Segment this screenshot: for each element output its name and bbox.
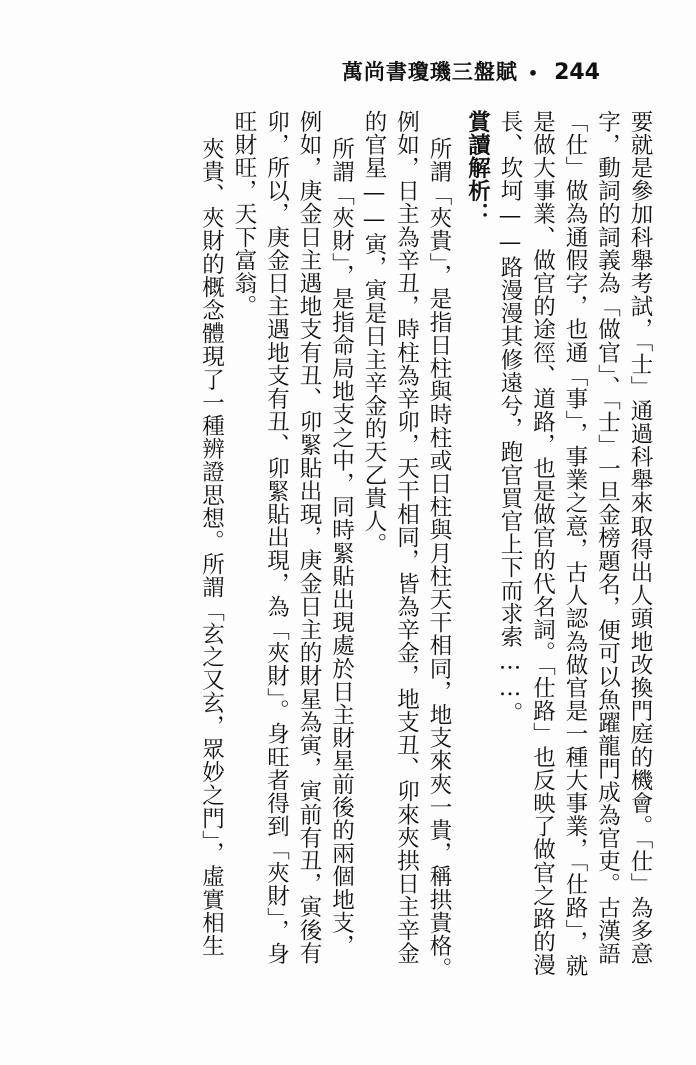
analysis-line: 旺財旺，天下富翁。 [231,110,257,318]
analysis-line: 所謂「夾貴」，是指日柱與時柱或日柱與月柱天干相同，地支來夾一貴，稱拱貴格。 [426,137,452,981]
header-bullet: • [527,64,539,83]
analysis-line: 所謂「夾財」，是指命局地支之中，同時緊貼出現處於日主財星前後的兩個地支， [328,137,355,958]
body-line: 是做大事業、做官的途徑、道路，也是做官的代名詞。「仕路」也反映了做官之路的漫 [529,110,556,977]
analysis-line: 的官星——寅，寅是日主辛金的天乙貴人。 [361,110,387,556]
section-heading: 賞讀解析： [464,110,491,226]
book-title: 萬尚書瓊璣三盤賦 [341,60,518,84]
analysis-line: 夾貴、夾財的概念體現了一種辨證思想。所謂「玄之又玄，眾妙之門」，虛實相生 [198,137,225,958]
vertical-text-body [96,110,656,990]
body-line: 長、坎坷——路漫漫其修遠兮，跑官買官上下而求索……。 [497,110,523,725]
analysis-line: 例如，庚金日主遇地支有丑、卯緊貼出現，庚金日主的財星為寅，寅前有丑，寅後有 [296,110,322,965]
analysis-line: 卯，所以，庚金日主遇地支有丑、卯緊貼出現，為「夾財」。身旺者得到「夾財」，身 [263,110,290,966]
body-line: 要就是參加科舉考試，「士」通過科舉來取得出人頭地改換門庭的機會。「仕」為多意 [627,110,653,966]
analysis-line: 例如，日主為辛丑，時柱為辛卯，天干相同，皆為辛金，地支丑、卯來夾拱日主辛金 [393,110,420,965]
page-number: 244 [554,60,600,85]
body-line: 「仕」做為通假字，也通「事」，事業之意，古人認為做官是一種大事業，「仕路」，就 [562,110,588,978]
body-line: 字，動詞的詞義為「做官」、「士」一旦金榜題名，便可以魚躍龍門成為官吏。古漢語 [594,110,621,966]
running-header [342,56,600,86]
